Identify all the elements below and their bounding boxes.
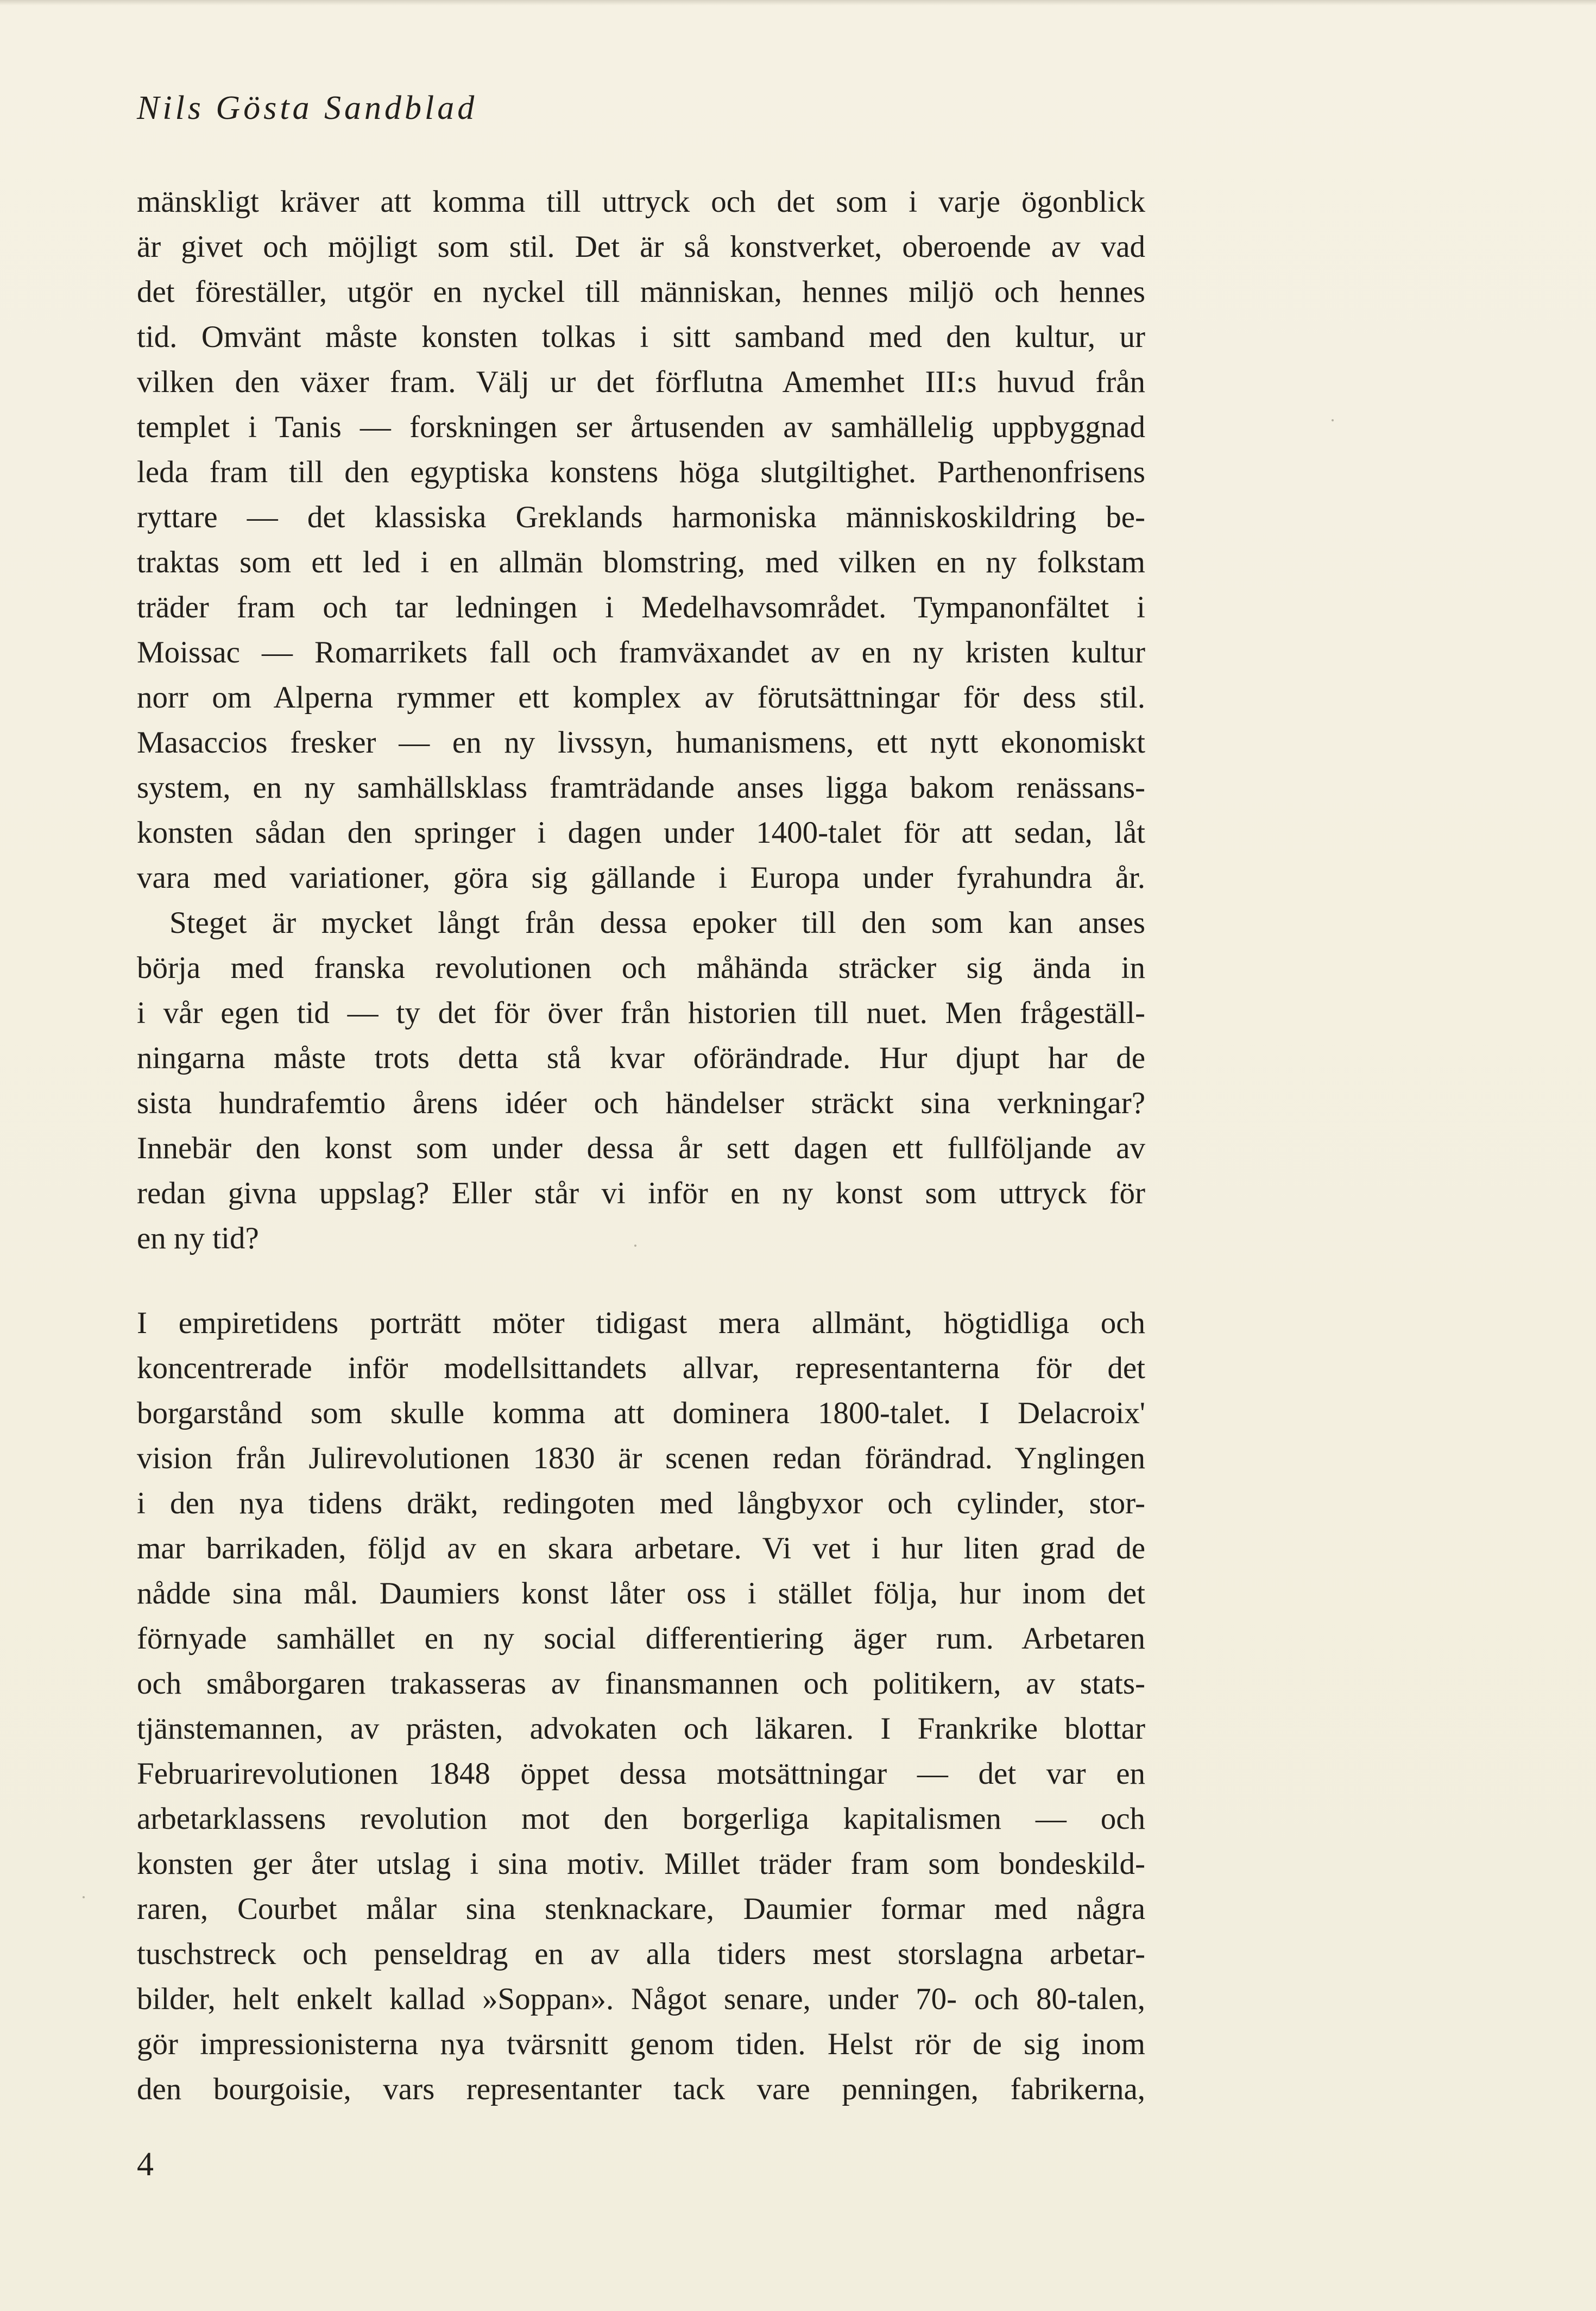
text-line: börja med franska revolutionen och måhända sträcker sig ända in <box>137 951 1145 985</box>
text-line: i vår egen tid — ty det för över från historien till nuet. Men frågeställ- <box>137 996 1145 1030</box>
text-line: templet i Tanis — forskningen ser årtusenden av samhällelig uppbyggnad <box>137 410 1145 444</box>
paper-speck <box>83 1896 85 1898</box>
body-text-lower <box>137 1300 1145 2112</box>
text-line: i den nya tidens dräkt, redingoten med långbyxor och cylinder, stor- <box>137 1486 1145 1520</box>
text-line: raren, Courbet målar sina stenknackare, Daumier formar med några <box>137 1892 1145 1926</box>
text-line: system, en ny samhällsklass framträdande anses ligga bakom renässans- <box>137 771 1145 805</box>
text-line: tjänstemannen, av prästen, advokaten och läkaren. I Frankrike blottar <box>137 1712 1145 1746</box>
text-line: och småborgaren trakasseras av finansmannen och politikern, av stats- <box>137 1666 1145 1701</box>
text-line: gör impressionisterna nya tvärsnitt genom tiden. Helst rör de sig inom <box>137 2027 1145 2061</box>
text-line: konsten ger åter utslag i sina motiv. Millet träder fram som bondeskild- <box>137 1847 1145 1881</box>
text-line: tid. Omvänt måste konsten tolkas i sitt samband med den kultur, ur <box>137 320 1145 354</box>
text-line: Steget är mycket långt från dessa epoker till den som kan anses <box>169 906 1145 940</box>
text-line: sista hundrafemtio årens idéer och händelser sträckt sina verkningar? <box>137 1086 1145 1120</box>
text-line: arbetarklassens revolution mot den borgerliga kapitalismen — och <box>137 1802 1145 1836</box>
text-line: ryttare — det klassiska Greklands harmoniska människoskildring be- <box>137 500 1145 534</box>
text-line: norr om Alperna rymmer ett komplex av förutsättningar för dess stil. <box>137 680 1145 715</box>
text-line: vilken den växer fram. Välj ur det förflutna Amemhet III:s huvud från <box>137 365 1145 399</box>
running-head: Nils Gösta Sandblad <box>137 90 478 127</box>
text-line: koncentrerade inför modellsittandets allvar, representanterna för det <box>137 1351 1145 1385</box>
text-line: mänskligt kräver att komma till uttryck och det som i varje ögonblick <box>137 185 1145 219</box>
text-line: ningarna måste trots detta stå kvar oförändrade. Hur djupt har de <box>137 1041 1145 1075</box>
text-line: bilder, helt enkelt kallad »Soppan». Något senare, under 70- och 80-talen, <box>137 1982 1145 2016</box>
text-line: I empiretidens porträtt möter tidigast mera allmänt, högtidliga och <box>137 1306 1145 1340</box>
text-line: borgarstånd som skulle komma att dominera 1800-talet. I Delacroix' <box>137 1396 1145 1430</box>
text-line: konsten sådan den springer i dagen under 1400-talet för att sedan, låt <box>137 816 1145 850</box>
text-line: den bourgoisie, vars representanter tack vare penningen, fabrikerna, <box>137 2072 1145 2106</box>
text-line: nådde sina mål. Daumiers konst låter oss i stället följa, hur inom det <box>137 1576 1145 1611</box>
page-top-edge <box>0 0 1596 5</box>
paragraph-1 <box>137 179 1145 900</box>
text-line: redan givna uppslag? Eller står vi inför en ny konst som uttryck för <box>137 1176 1145 1210</box>
text-line: Moissac — Romarrikets fall och framväxandet av en ny kristen kultur <box>137 635 1145 670</box>
text-line: en ny tid? <box>137 1221 259 1255</box>
text-line: vara med variationer, göra sig gällande i Europa under fyrahundra år. <box>137 861 1145 895</box>
body-text-upper <box>137 179 1145 1261</box>
text-line: träder fram och tar ledningen i Medelhavsområdet. Tympanonfältet i <box>137 590 1145 624</box>
text-line: är givet och möjligt som stil. Det är så konstverket, oberoende av vad <box>137 230 1145 264</box>
paper-speck <box>634 1245 636 1247</box>
text-line: Masaccios fresker — en ny livssyn, humanismens, ett nytt ekonomiskt <box>137 725 1145 760</box>
paper-speck <box>1332 419 1334 421</box>
paragraph-3 <box>137 1300 1145 2112</box>
text-line: Innebär den konst som under dessa år sett dagen ett fullföljande av <box>137 1131 1145 1165</box>
text-line: traktas som ett led i en allmän blomstring, med vilken en ny folkstam <box>137 545 1145 579</box>
page-number: 4 <box>137 2146 154 2183</box>
text-line: tuschstreck och penseldrag en av alla tiders mest storslagna arbetar- <box>137 1937 1145 1971</box>
paragraph-2 <box>137 900 1145 1261</box>
text-line: det föreställer, utgör en nyckel till människan, hennes miljö och hennes <box>137 275 1145 309</box>
text-line: Februarirevolutionen 1848 öppet dessa motsättningar — det var en <box>137 1757 1145 1791</box>
text-line: leda fram till den egyptiska konstens höga slutgiltighet. Parthenonfrisens <box>137 455 1145 489</box>
text-line: mar barrikaden, följd av en skara arbetare. Vi vet i hur liten grad de <box>137 1531 1145 1565</box>
text-line: vision från Julirevolutionen 1830 är scenen redan förändrad. Ynglingen <box>137 1441 1145 1475</box>
text-line: förnyade samhället en ny social differentiering äger rum. Arbetaren <box>137 1621 1145 1656</box>
